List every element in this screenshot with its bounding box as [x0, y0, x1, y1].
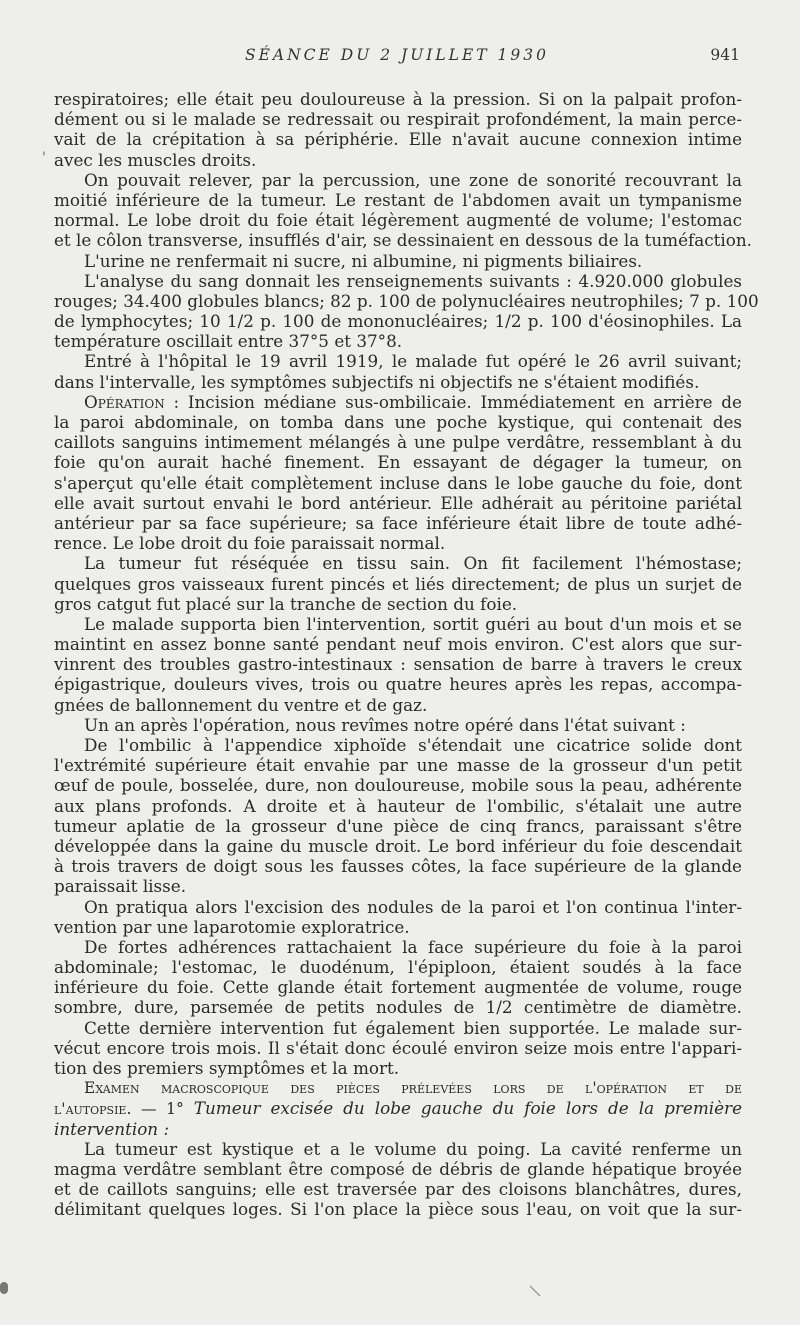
text-line: sombre, dure, parsemée de petits nodules de 1/2 centimètre de diamètre. [54, 997, 742, 1018]
text-line: rouges; 34.400 globules blancs; 82 p. 100 de polynucléaires neutrophiles; 7 p. 100 [54, 290, 759, 311]
text-line: vinrent des troubles gastro-intestinaux : sensation de barre à travers le creux [54, 654, 742, 675]
text-line: gros catgut fut placé sur la tranche de section du foie. [54, 593, 518, 614]
text-line: avec les muscles droits. [54, 149, 257, 170]
text-line: maintint en assez bonne santé pendant neuf mois environ. C'est alors que sur- [54, 634, 742, 655]
text-line: s'aperçut qu'elle était complètement incluse dans le lobe gauche du foie, dont [54, 472, 742, 493]
text-line: magma verdâtre semblant être composé de débris de glande hépatique broyée [54, 1158, 742, 1179]
text-line: normal. Le lobe droit du foie était légèrement augmenté de volume; l'estomac [54, 210, 742, 231]
text-line: température oscillait entre 37°5 et 37°8. [54, 331, 403, 352]
text-line: La tumeur est kystique et a le volume du poing. La cavité renferme un [84, 1138, 742, 1159]
text-line: l'extrémité supérieure était envahie par une masse de la grosseur d'un petit [54, 755, 742, 776]
ink-speck [528, 1284, 542, 1298]
text-line: Un an après l'opération, nous revîmes notre opéré dans l'état suivant : [84, 714, 686, 735]
text-line: tumeur aplatie de la grosseur d'une pièce de cinq francs, paraissant s'être [54, 815, 742, 836]
text-line: à trois travers de doigt sous les fausses côtes, la face supérieure de la glande [54, 856, 742, 877]
text-line: aux plans profonds. A droite et à hauteur de l'ombilic, s'étalait une autre [54, 795, 742, 816]
text-line: Entré à l'hôpital le 19 avril 1919, le malade fut opéré le 26 avril suivant; [84, 351, 742, 372]
text-line: développée dans la gaine du muscle droit. Le bord inférieur du foie descendait [54, 835, 742, 856]
page-header [52, 40, 742, 68]
subheading: Tumeur excisée du lobe gauche du foie lors de la première [193, 1098, 743, 1119]
page-number: 941 [710, 46, 740, 64]
text-span: Incision médiane sus-ombilicaie. Immédiatement en arrière de [187, 391, 742, 412]
text-line: dément ou si le malade se redressait ou respirait profondément, la main perce- [54, 109, 742, 130]
section-heading-cont [54, 1098, 742, 1118]
ink-blot [0, 1282, 8, 1294]
operation-label: Opération : [84, 391, 180, 412]
text-line: De fortes adhérences rattachaient la face supérieure du foie à la paroi [84, 936, 742, 957]
margin-mark: ' [42, 150, 46, 166]
text-line: œuf de poule, bosselée, dure, non douloureuse, mobile sous la peau, adhérente [54, 775, 742, 796]
text-line: Le malade supporta bien l'intervention, sortit guéri au bout d'un mois et se [84, 613, 742, 634]
text-line: délimitant quelques loges. Si l'on place la pièce sous l'eau, on voit que la sur- [54, 1199, 742, 1220]
text-line: rence. Le lobe droit du foie paraissait normal. [54, 533, 446, 554]
text-line: La tumeur fut réséquée en tissu sain. On fit facilement l'hémostase; [84, 553, 742, 574]
text-line: tion des premiers symptômes et la mort. [54, 1058, 400, 1078]
text-line: épigastrique, douleurs vives, trois ou quatre heures après les repas, accompa- [54, 674, 742, 695]
text-line: respiratoires; elle était peu douloureuse à la pression. Si on la palpait profon- [54, 89, 742, 109]
text-line: et de caillots sanguins; elle est traversée par des cloisons blanchâtres, dures, [54, 1179, 742, 1200]
text-line: vention par une laparotomie exploratrice. [54, 916, 410, 937]
text-line: dans l'intervalle, les symptômes subjectifs ni objectifs ne s'étaient modifiés. [54, 371, 700, 392]
text-line: quelques gros vaisseaux furent pincés et liés directement; de plus un surjet de [54, 573, 742, 594]
operation-line [54, 392, 742, 412]
text-line: de lymphocytes; 10 1/2 p. 100 de mononucléaires; 1/2 p. 100 d'éosinophiles. La [54, 311, 742, 332]
text-line: paraissait lisse. [54, 876, 187, 897]
text-line: antérieur par sa face supérieure; sa face inférieure était libre de toute adhé- [54, 512, 742, 533]
text-line: vécut encore trois mois. Il s'était donc écoulé environ seize mois entre l'appari- [54, 1037, 742, 1058]
text-line: et le côlon transverse, insufflés d'air, se dessinaient en dessous de la tuméfaction. [54, 230, 752, 251]
text-line: On pouvait relever, par la percussion, une zone de sonorité recouvrant la [84, 169, 742, 190]
text-line: inférieure du foie. Cette glande était fortement augmentée de volume, rouge [54, 977, 742, 998]
text-line: vait de la crépitation à sa périphérie. Elle n'avait aucune connexion intime [54, 129, 742, 150]
text-line: gnées de ballonnement du ventre et de gaz. [54, 694, 428, 715]
text-line: L'analyse du sang donnait les renseignements suivants : 4.920.000 globules [84, 270, 742, 291]
text-line: caillots sanguins intimement mélangés à une pulpe verdâtre, ressemblant à du [54, 432, 742, 453]
text-line: On pratiqua alors l'excision des nodules de la paroi et l'on continua l'inter- [84, 896, 742, 917]
text-line: abdominale; l'estomac, le duodénum, l'épiploon, étaient soudés à la face [54, 957, 742, 978]
text-line: Cette dernière intervention fut également bien supportée. Le malade sur- [84, 1017, 742, 1038]
running-title: SÉANCE DU 2 JUILLET 1930 [244, 46, 549, 64]
body-text [54, 89, 759, 1220]
autopsie-label: l'autopsie. — 1° [54, 1100, 184, 1119]
subheading-cont: intervention : [54, 1118, 170, 1139]
section-heading: Examen macroscopique des pièces prélevées lors de l'opération et de [84, 1079, 742, 1098]
text-line: la paroi abdominale, on tomba dans une poche kystique, qui contenait des [54, 412, 742, 432]
text-line: elle avait surtout envahi le bord antérieur. Elle adhérait au péritoine pariétal [54, 492, 742, 513]
text-line: foie qu'on aurait haché finement. En essayant de dégager la tumeur, on [54, 452, 742, 473]
text-line: moitié inférieure de la tumeur. Le restant de l'abdomen avait un tympanisme [54, 189, 742, 210]
text-line: L'urine ne renfermait ni sucre, ni albumine, ni pigments biliaires. [84, 250, 643, 271]
text-line: De l'ombilic à l'appendice xiphoïde s'étendait une cicatrice solide dont [84, 735, 742, 755]
